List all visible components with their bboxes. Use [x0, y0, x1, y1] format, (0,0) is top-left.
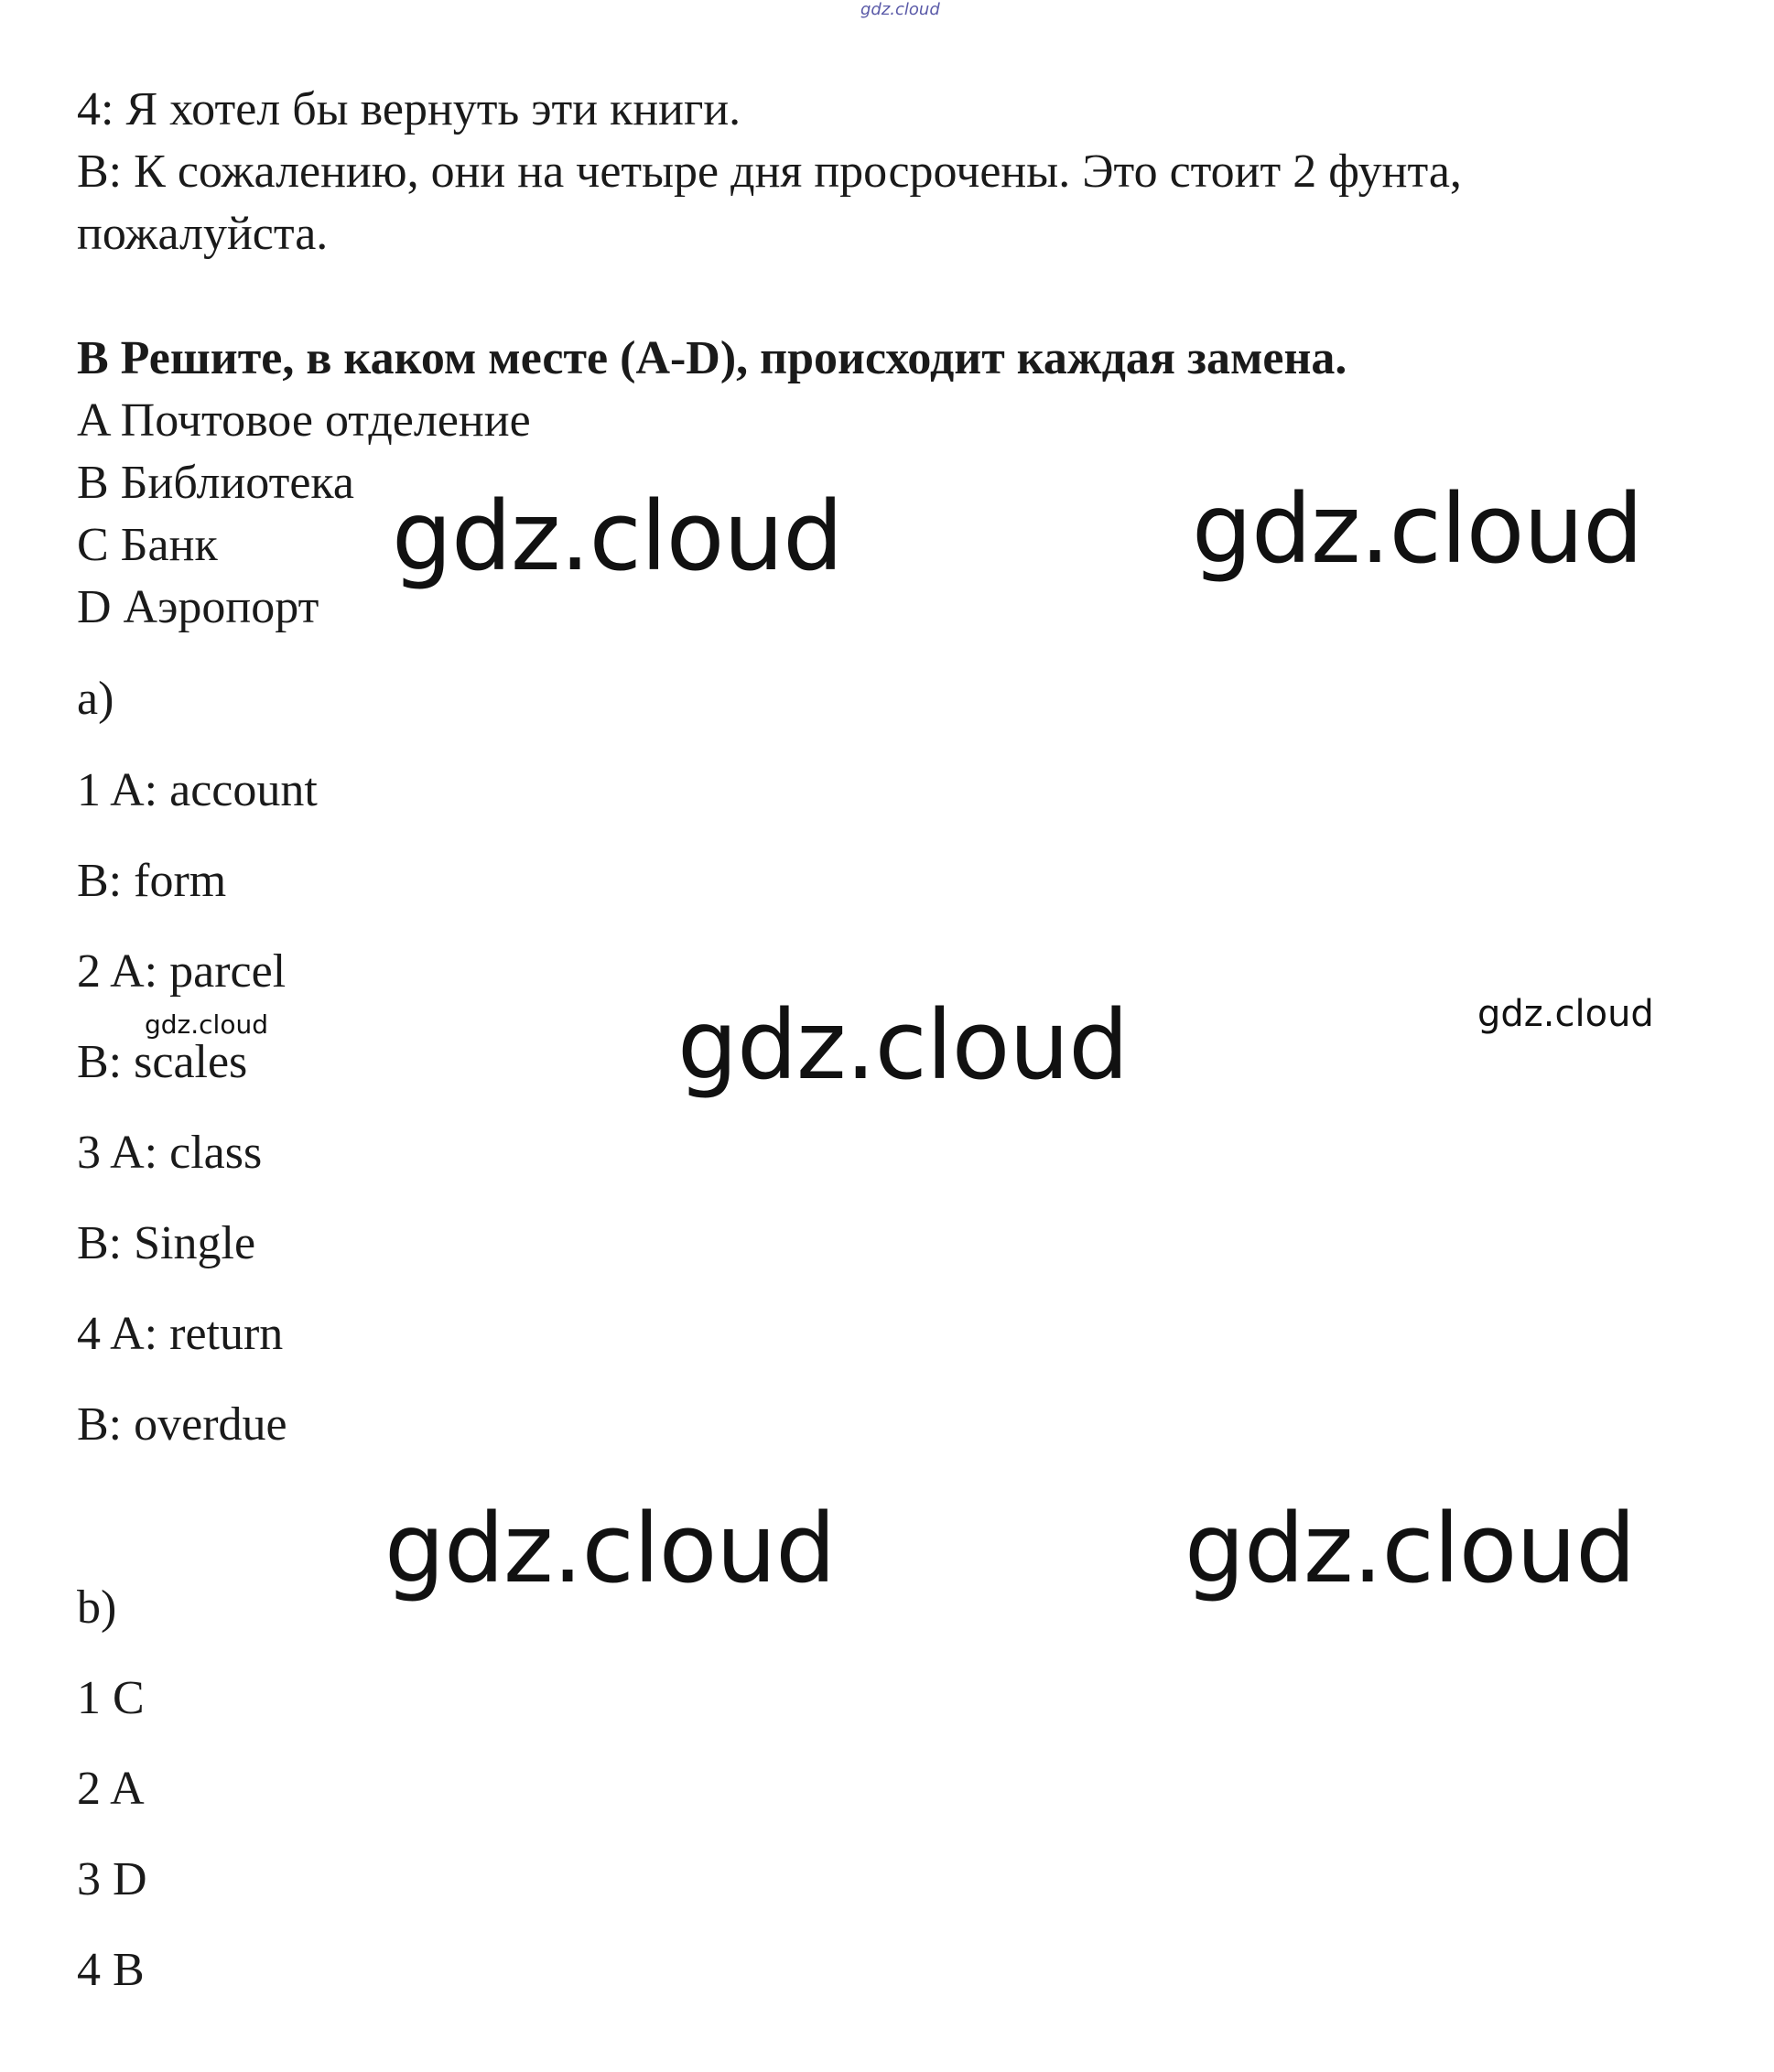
answer-b-3: 3 D	[77, 1853, 147, 1905]
answer-a-1b: B: form	[77, 855, 227, 907]
option-a: A Почтовое отделение	[77, 394, 531, 447]
dialogue-line-1: 4: Я хотел бы вернуть эти книги.	[77, 83, 741, 135]
section-b-label: b)	[77, 1581, 117, 1634]
answer-a-2a: 2 A: parcel	[77, 945, 287, 998]
answer-b-1: 1 C	[77, 1672, 145, 1724]
watermark: gdz.cloud	[384, 1493, 836, 1604]
watermark: gdz.cloud	[677, 989, 1129, 1101]
answer-a-3a: 3 A: class	[77, 1127, 263, 1179]
answer-b-2: 2 A	[77, 1763, 145, 1815]
task-heading: В Решите, в каком месте (A-D), происходит каждая замена.	[77, 332, 1347, 384]
answer-a-3b: B: Single	[77, 1217, 256, 1269]
answer-b-4: 4 B	[77, 1944, 145, 1996]
answer-a-4a: 4 A: return	[77, 1308, 284, 1360]
watermark: gdz.cloud	[145, 1009, 268, 1040]
dialogue-line-2: B: К сожалению, они на четыре дня просрочены. Это стоит 2 фунта,	[77, 146, 1462, 198]
watermark: gdz.cloud	[1477, 993, 1654, 1035]
watermark: gdz.cloud	[392, 480, 843, 592]
option-c: C Банк	[77, 519, 218, 571]
watermark: gdz.cloud	[1192, 473, 1643, 585]
answer-a-2b: B: scales	[77, 1036, 248, 1088]
option-d: D Аэропорт	[77, 581, 319, 633]
dialogue-line-3: пожалуйста.	[77, 208, 329, 260]
option-b: B Библиотека	[77, 457, 354, 509]
answer-a-4b: B: overdue	[77, 1398, 287, 1451]
answer-a-1a: 1 A: account	[77, 764, 318, 816]
section-a-label: a)	[77, 673, 114, 725]
top-watermark: gdz.cloud	[860, 0, 940, 19]
watermark: gdz.cloud	[1184, 1493, 1636, 1604]
